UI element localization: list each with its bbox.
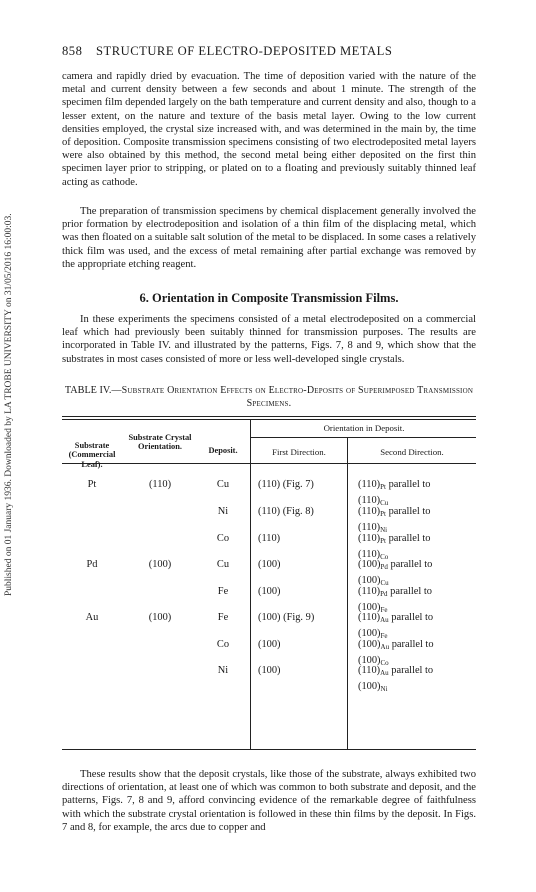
table-bottom-rule [62,749,476,750]
col-header-second-direction: Second Direction. [380,447,444,457]
second-direction-cell: $(110)_{Pt}$ parallel to $(110)_{Co}$ [358,533,431,561]
deposit-cell: Fe [217,612,229,623]
table-caption [62,385,476,410]
page-number: 858 [62,44,83,58]
table-top-rule [62,416,476,417]
substrate-cell: Au [85,612,99,623]
first-direction-cell: (110) [258,533,281,544]
col-header-orientation-in-deposit: Orientation in Deposit. [323,423,405,433]
orientation-cell: (110) [148,479,172,490]
first-direction-cell: (100) [258,665,281,676]
table-column-divider [347,437,348,749]
paragraph-results: These results show that the deposit crystals, like those of the substrate, always exhibited two directions of orientation, at least one of which was common to both substrate and deposit, and the patterns, Figs. 7, 8 and 9, afford convincing evidence of the remarkable degree of faithfulness with which the substrate crystal orientation is followed in these thin films by the deposit. In Figs. 7 and 8, for example, the arcs due to copper and [62,769,476,833]
first-direction-cell: (110) (Fig. 7) [258,479,314,490]
paragraph-displacement: The preparation of transmission specimens by chemical displacement generally involved the prior formation by electrodeposition and isolation of a thin film of the displacing metal, which was then floated on a suitable salt solution of the metal to be displaced. In some cases a relatively thick film was used, and the excess of metal remaining after partial exchange was removed by the appropriate etching reagent. [62,206,476,270]
deposit-cell: Fe [217,586,229,597]
col-header-first-direction: First Direction. [272,447,326,457]
second-direction-cell: $(110)_{Pd}$ parallel to $(100)_{Fe}$ [358,586,432,614]
download-stamp: Published on 01 January 1936. Downloaded by LA TROBE UNIVERSITY on 31/05/2016 16:00:03. [4,213,14,597]
substrate-cell: Pt [87,479,97,490]
table-top-rule-double [62,419,476,420]
second-direction-cell: $(110)_{Pt}$ parallel to $(110)_{Cu}$ [358,479,431,507]
table-label: TABLE IV. [64,385,112,396]
first-direction-cell: (100) [258,586,281,597]
table-header-rule [62,463,476,464]
col-header-substrate: Substrate (Commercial Leaf). [68,441,116,469]
orientation-cell: (100) [148,612,172,623]
running-title: STRUCTURE OF ELECTRO-DEPOSITED METALS [96,44,393,58]
section-heading: 6. Orientation in Composite Transmission Films. [139,291,399,305]
paragraph-deposition: camera and rapidly dried by evacuation. The time of deposition varied with the nature of the metal and current density between a few seconds and about 1 minute. The strength of the specimen film depended largely on the bath temperature and current density and also, though to a lesser extent, on the nature and texture of the basis metal layer. Owing to the low current densities employed, the crystal size increased with, and was determined in the main by, the time of deposition. Composite transmission specimens consisting of two electrodeposited metal layers were also obtained by this method, the second metal being either deposited on the first thin specimen layer prior to stripping, or plated on to a floating and previously suitably thinned leaf acting as cathode. [62,71,476,188]
deposit-cell: Co [216,639,230,650]
orientation-subheader-rule [250,437,476,438]
first-direction-cell: (100) [258,639,281,650]
substrate-cell: Pd [86,559,98,570]
deposit-cell: Ni [217,506,229,517]
deposit-cell: Co [216,533,230,544]
paragraph-experiments: In these experiments the specimens consisted of a metal electrodeposited on a commercial leaf which had previously been suitably thinned for transmission purposes. The results are incorporated in Table IV. and illustrated by the patterns, Figs. 7, 8 and 9, which show that the substrates in most cases consisted of more or less well-developed single crystals. [62,314,476,365]
first-direction-cell: (100) (Fig. 9) [258,612,315,623]
running-header [62,44,476,59]
deposit-cell: Ni [217,665,229,676]
deposit-cell: Cu [216,479,230,490]
second-direction-cell: $(100)_{Pd}$ parallel to $(100)_{Cu}$ [358,559,433,587]
second-direction-cell: $(110)_{Au}$ parallel to $(100)_{Fe}$ [358,612,434,640]
table-column-divider [250,419,251,749]
deposit-cell: Cu [216,559,230,570]
first-direction-cell: (110) (Fig. 8) [258,506,314,517]
col-header-deposit: Deposit. [208,446,238,455]
first-direction-cell: (100) [258,559,281,570]
second-direction-cell: $(110)_{Au}$ parallel to $(100)_{Ni}$ [358,665,434,693]
table-title: —Substrate Orientation Effects on Electro-Deposits of Superimposed Transmission Specimens. [111,385,474,409]
second-direction-cell: $(110)_{Pt}$ parallel to $(110)_{Ni}$ [358,506,431,534]
second-direction-cell: $(100)_{Au}$ parallel to $(100)_{Co}$ [358,639,434,667]
orientation-cell: (100) [148,559,172,570]
col-header-crystal-orientation: Substrate Crystal Orientation. [128,433,192,452]
